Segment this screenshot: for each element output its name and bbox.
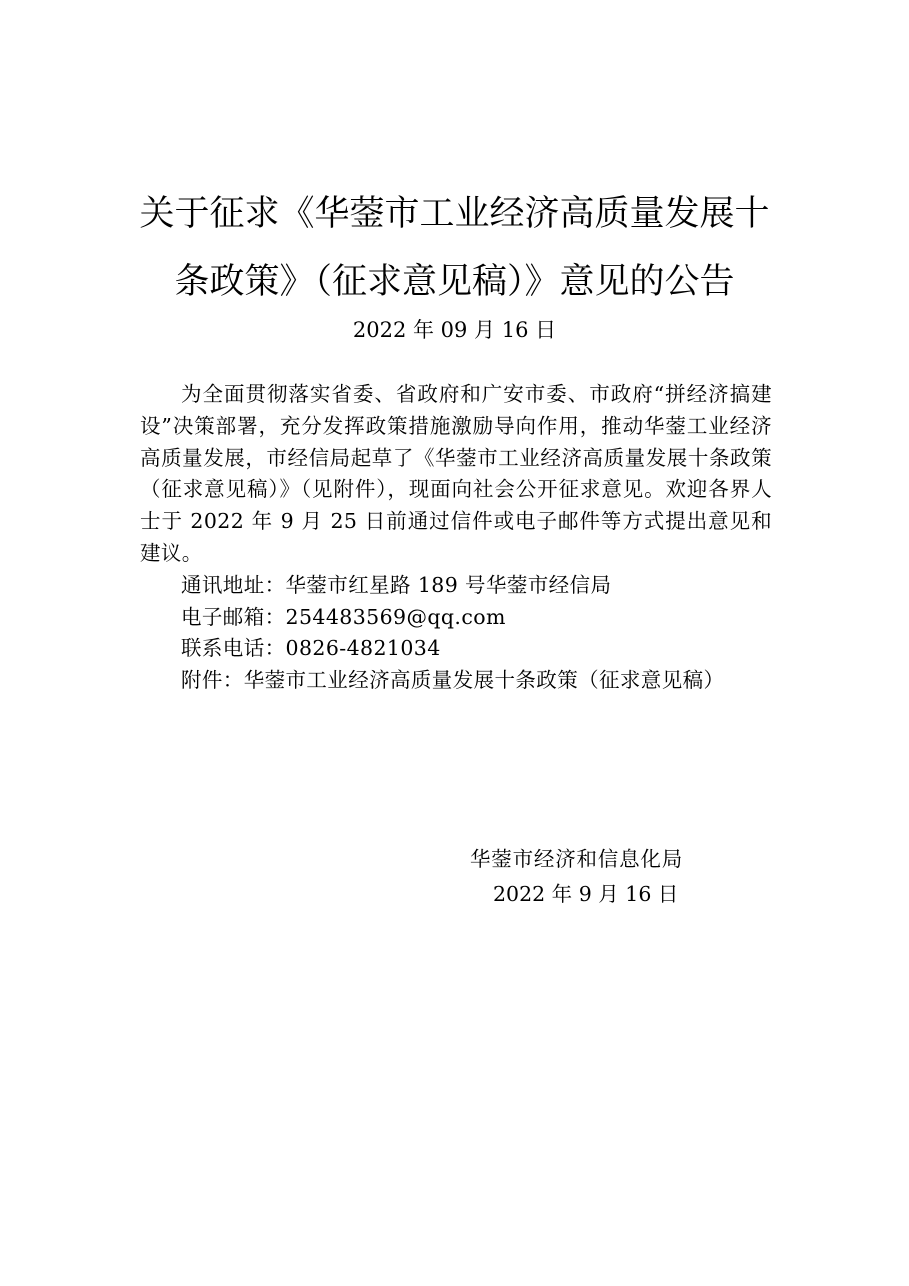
document-body <box>140 379 772 697</box>
signature-date: 2022 年 9 月 16 日 <box>493 882 679 906</box>
mailing-address: 通讯地址：华蓥市红星路 189 号华蓥市经信局 <box>181 572 612 597</box>
contact-phone: 联系电话：0826-4821034 <box>181 636 441 661</box>
contact-email: 电子邮箱：254483569@qq.com <box>181 604 506 629</box>
body-paragraph: 为全面贯彻落实省委、省政府和广安市委、市政府“拼经济搞建设”决策部署，充分发挥政策措施激励导向作用，推动华蓥工业经济高质量发展，市经信局起草了《华蓥市工业经济高质量发展十条政策（征求意见稿）》（见附件），现面向社会公开征求意见。欢迎各界人士于 2022 年 9 月 25 日前通过信件或电子邮件等方式提出意见和建议。 <box>140 382 772 565</box>
publish-date: 2022 年 09 月 16 日 <box>352 318 557 342</box>
attachment-note: 附件：华蓥市工业经济高质量发展十条政策（征求意见稿） <box>181 668 725 693</box>
document-title-line-2: 条政策》（征求意见稿）》意见的公告 <box>174 262 735 302</box>
signature-organization: 华蓥市经济和信息化局 <box>470 847 683 871</box>
document-title-line-1: 关于征求《华蓥市工业经济高质量发展十 <box>139 194 770 234</box>
